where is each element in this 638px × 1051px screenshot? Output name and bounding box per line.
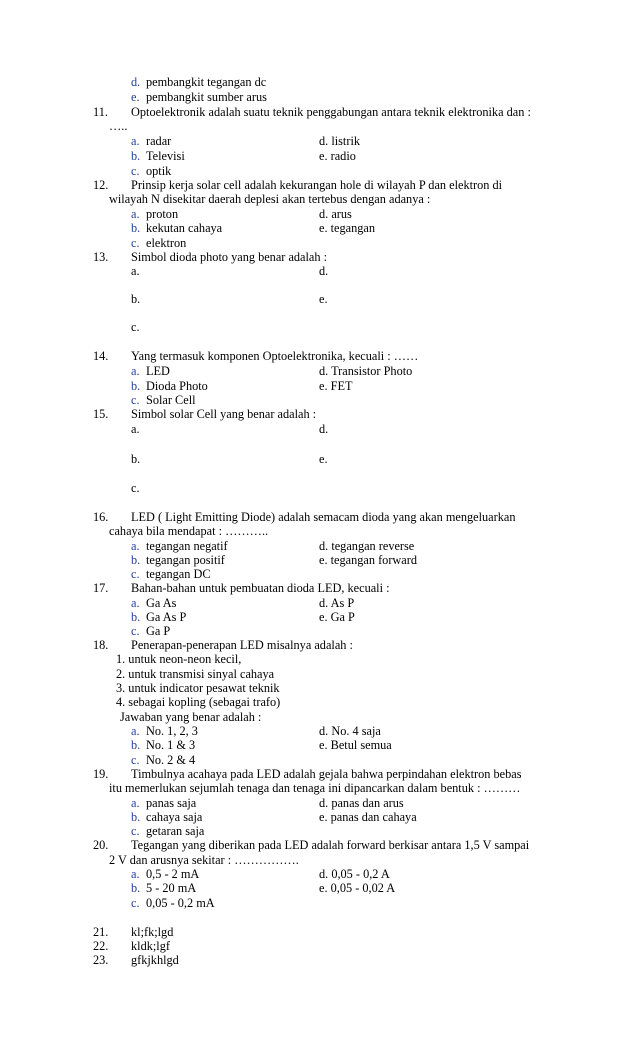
option-a — [131, 134, 171, 149]
question-number: 21. — [93, 925, 109, 939]
option-e — [131, 90, 267, 105]
option-text: listrik — [331, 134, 361, 148]
option-letter: d. — [319, 422, 329, 436]
option-text: optik — [146, 164, 172, 178]
question-text-continued: cahaya bila mendapat : ……….. — [109, 524, 269, 538]
option-text: Ga As P — [146, 610, 187, 624]
option-letter: d. — [319, 539, 329, 553]
option-letter: d. — [319, 207, 329, 221]
option-letter: b. — [131, 810, 141, 824]
option-d — [319, 796, 404, 811]
option-text: No. 1, 2, 3 — [146, 724, 198, 738]
option-letter: c. — [131, 896, 140, 910]
option-a — [131, 364, 170, 379]
option-text: Solar Cell — [146, 393, 196, 407]
option-text: 0,05 - 0,2 mA — [146, 896, 215, 910]
option-c — [131, 164, 171, 179]
option-letter: a. — [131, 724, 140, 738]
option-e — [319, 553, 417, 568]
option-letter: d. — [319, 596, 329, 610]
option-letter: c. — [131, 567, 140, 581]
option-letter: d. — [319, 867, 329, 881]
option-text: Televisi — [146, 149, 185, 163]
question-text: Yang termasuk komponen Optoelektronika, kecuali : …… — [131, 349, 419, 363]
option-letter: d. — [319, 264, 329, 278]
question-text: Tegangan yang diberikan pada LED adalah forward berkisar antara 1,5 V sampai — [131, 838, 530, 852]
option-letter: e. — [131, 90, 140, 104]
option-text: FET — [330, 379, 353, 393]
option-d — [131, 75, 266, 90]
option-c — [131, 624, 170, 639]
option-d — [319, 422, 328, 437]
option-letter: c. — [131, 824, 140, 838]
option-a — [131, 867, 199, 882]
question-number: 13. — [93, 250, 109, 264]
question-number: 15. — [93, 407, 109, 421]
option-text: getaran saja — [146, 824, 205, 838]
option-text: 0,05 - 0,2 A — [331, 867, 390, 881]
option-a — [131, 264, 146, 279]
option-letter: d. — [319, 724, 329, 738]
option-letter: c. — [131, 164, 140, 178]
option-letter: a. — [131, 364, 140, 378]
option-e — [319, 292, 328, 307]
option-c — [131, 753, 195, 768]
option-text: Transistor Photo — [331, 364, 413, 378]
option-d — [319, 596, 354, 611]
option-e — [319, 610, 355, 625]
option-text: Ga P — [146, 624, 171, 638]
question-text-continued: itu memerlukan sejumlah tenaga dan tenaga ini dipancarkan dalam bentuk : ……… — [109, 781, 521, 795]
option-letter: e. — [319, 881, 328, 895]
question-text: kldk;lgf — [131, 939, 170, 953]
option-text: LED — [146, 364, 170, 378]
option-b — [131, 292, 146, 307]
option-letter: e. — [319, 610, 328, 624]
option-text: tegangan reverse — [331, 539, 415, 553]
option-a — [131, 796, 196, 811]
option-text: panas dan cahaya — [330, 810, 417, 824]
question-number: 23. — [93, 953, 109, 967]
option-e — [319, 221, 375, 236]
option-letter: b. — [131, 738, 141, 752]
option-c — [131, 481, 146, 496]
question-text: LED ( Light Emitting Diode) adalah semacam dioda yang akan mengeluarkan — [131, 510, 516, 524]
option-e — [319, 738, 392, 753]
option-letter: b. — [131, 221, 141, 235]
option-text: Ga P — [330, 610, 355, 624]
question-number: 20. — [93, 838, 109, 852]
option-text: tegangan positif — [146, 553, 225, 567]
option-text: tegangan DC — [146, 567, 211, 581]
option-b — [131, 738, 195, 753]
option-text: 0,5 - 2 mA — [146, 867, 200, 881]
option-letter: c. — [131, 320, 140, 334]
option-text: proton — [146, 207, 179, 221]
option-b — [131, 881, 196, 896]
option-letter: a. — [131, 596, 140, 610]
option-e — [319, 452, 328, 467]
list-item: 2. untuk transmisi sinyal cahaya — [116, 667, 275, 681]
option-text: panas dan arus — [331, 796, 404, 810]
question-text-continued: 2 V dan arusnya sekitar : ……………. — [109, 853, 299, 867]
list-item: 4. sebagai kopling (sebagai trafo) — [116, 695, 281, 709]
option-letter: d. — [319, 134, 329, 148]
question-text: Bahan-bahan untuk pembuatan dioda LED, kecuali : — [131, 581, 390, 595]
option-text: Ga As — [146, 596, 177, 610]
option-letter: a. — [131, 796, 140, 810]
option-text: No. 1 & 3 — [146, 738, 196, 752]
question-number: 22. — [93, 939, 109, 953]
option-letter: a. — [131, 207, 140, 221]
question-text: Optoelektronik adalah suatu teknik penggabungan antara teknik elektronika dan : — [131, 105, 531, 119]
question-number: 17. — [93, 581, 109, 595]
option-letter: e. — [319, 810, 328, 824]
option-c — [131, 393, 196, 408]
option-d — [319, 134, 360, 149]
option-letter: a. — [131, 264, 140, 278]
option-a — [131, 207, 178, 222]
option-text: arus — [331, 207, 352, 221]
option-letter: b. — [131, 452, 141, 466]
option-letter: a. — [131, 539, 140, 553]
option-d — [319, 207, 352, 222]
option-letter: b. — [131, 149, 141, 163]
option-e — [319, 810, 417, 825]
option-text: pembangkit sumber arus — [146, 90, 267, 104]
option-text: kekutan cahaya — [146, 221, 223, 235]
option-letter: e. — [319, 221, 328, 235]
option-c — [131, 236, 186, 251]
answer-prompt: Jawaban yang benar adalah : — [120, 710, 262, 724]
question-number: 14. — [93, 349, 109, 363]
option-text: tegangan negatif — [146, 539, 228, 553]
option-text: No. 2 & 4 — [146, 753, 196, 767]
list-item: 1. untuk neon-neon kecil, — [116, 652, 242, 666]
option-b — [131, 149, 185, 164]
option-text: cahaya saja — [146, 810, 203, 824]
list-item: 3. untuk indicator pesawat teknik — [116, 681, 280, 695]
option-letter: a. — [131, 134, 140, 148]
question-text-continued: ….. — [109, 119, 128, 133]
question-text: Timbulnya acahaya pada LED adalah gejala bahwa perpindahan elektron bebas — [131, 767, 522, 781]
option-text: tegangan forward — [330, 553, 418, 567]
option-letter: c. — [131, 753, 140, 767]
option-letter: c. — [131, 481, 140, 495]
option-letter: d. — [131, 75, 141, 89]
option-letter: d. — [319, 364, 329, 378]
option-a — [131, 724, 198, 739]
option-b — [131, 379, 208, 394]
question-text: Simbol solar Cell yang benar adalah : — [131, 407, 317, 421]
question-text-continued: wilayah N disekitar daerah deplesi akan tertebus dengan adanya : — [109, 192, 431, 206]
question-text: Simbol dioda photo yang benar adalah : — [131, 250, 328, 264]
option-text: radio — [330, 149, 356, 163]
option-text: elektron — [146, 236, 187, 250]
question-text: Prinsip kerja solar cell adalah kekurangan hole di wilayah P dan elektron di — [131, 178, 503, 192]
option-text: 0,05 - 0,02 A — [330, 881, 396, 895]
question-number: 12. — [93, 178, 109, 192]
option-text: As P — [330, 596, 355, 610]
option-e — [319, 149, 356, 164]
option-letter: a. — [131, 867, 140, 881]
option-e — [319, 379, 353, 394]
option-a — [131, 596, 176, 611]
option-d — [319, 364, 412, 379]
option-letter: b. — [131, 881, 141, 895]
option-letter: a. — [131, 422, 140, 436]
option-letter: c. — [131, 624, 140, 638]
option-c — [131, 896, 215, 911]
option-d — [319, 539, 414, 554]
option-b — [131, 221, 222, 236]
option-letter: b. — [131, 292, 141, 306]
question-number: 18. — [93, 638, 109, 652]
option-d — [319, 724, 381, 739]
option-d — [319, 867, 390, 882]
option-letter: e. — [319, 738, 328, 752]
question-text: gfkjkhlgd — [131, 953, 179, 967]
option-b — [131, 553, 225, 568]
option-b — [131, 452, 146, 467]
option-text: panas saja — [146, 796, 197, 810]
option-c — [131, 320, 146, 335]
option-letter: b. — [131, 553, 141, 567]
option-text: tegangan — [330, 221, 376, 235]
option-letter: d. — [319, 796, 329, 810]
option-letter: c. — [131, 393, 140, 407]
option-b — [131, 610, 186, 625]
option-c — [131, 824, 204, 839]
question-text: Penerapan-penerapan LED misalnya adalah : — [131, 638, 353, 652]
question-text: kl;fk;lgd — [131, 925, 174, 939]
option-b — [131, 810, 202, 825]
option-text: No. 4 saja — [331, 724, 381, 738]
option-c — [131, 567, 211, 582]
option-letter: e. — [319, 379, 328, 393]
option-letter: e. — [319, 149, 328, 163]
option-letter: c. — [131, 236, 140, 250]
option-d — [319, 264, 328, 279]
option-letter: b. — [131, 379, 141, 393]
question-number: 11. — [93, 105, 108, 119]
option-text: Betul semua — [330, 738, 392, 752]
question-number: 19. — [93, 767, 109, 781]
option-text: pembangkit tegangan dc — [146, 75, 267, 89]
option-letter: e. — [319, 452, 328, 466]
option-e — [319, 881, 395, 896]
option-text: 5 - 20 mA — [146, 881, 197, 895]
question-number: 16. — [93, 510, 109, 524]
option-letter: e. — [319, 553, 328, 567]
option-text: Dioda Photo — [146, 379, 208, 393]
option-a — [131, 539, 228, 554]
option-letter: b. — [131, 610, 141, 624]
option-text: radar — [146, 134, 172, 148]
option-letter: e. — [319, 292, 328, 306]
option-a — [131, 422, 146, 437]
